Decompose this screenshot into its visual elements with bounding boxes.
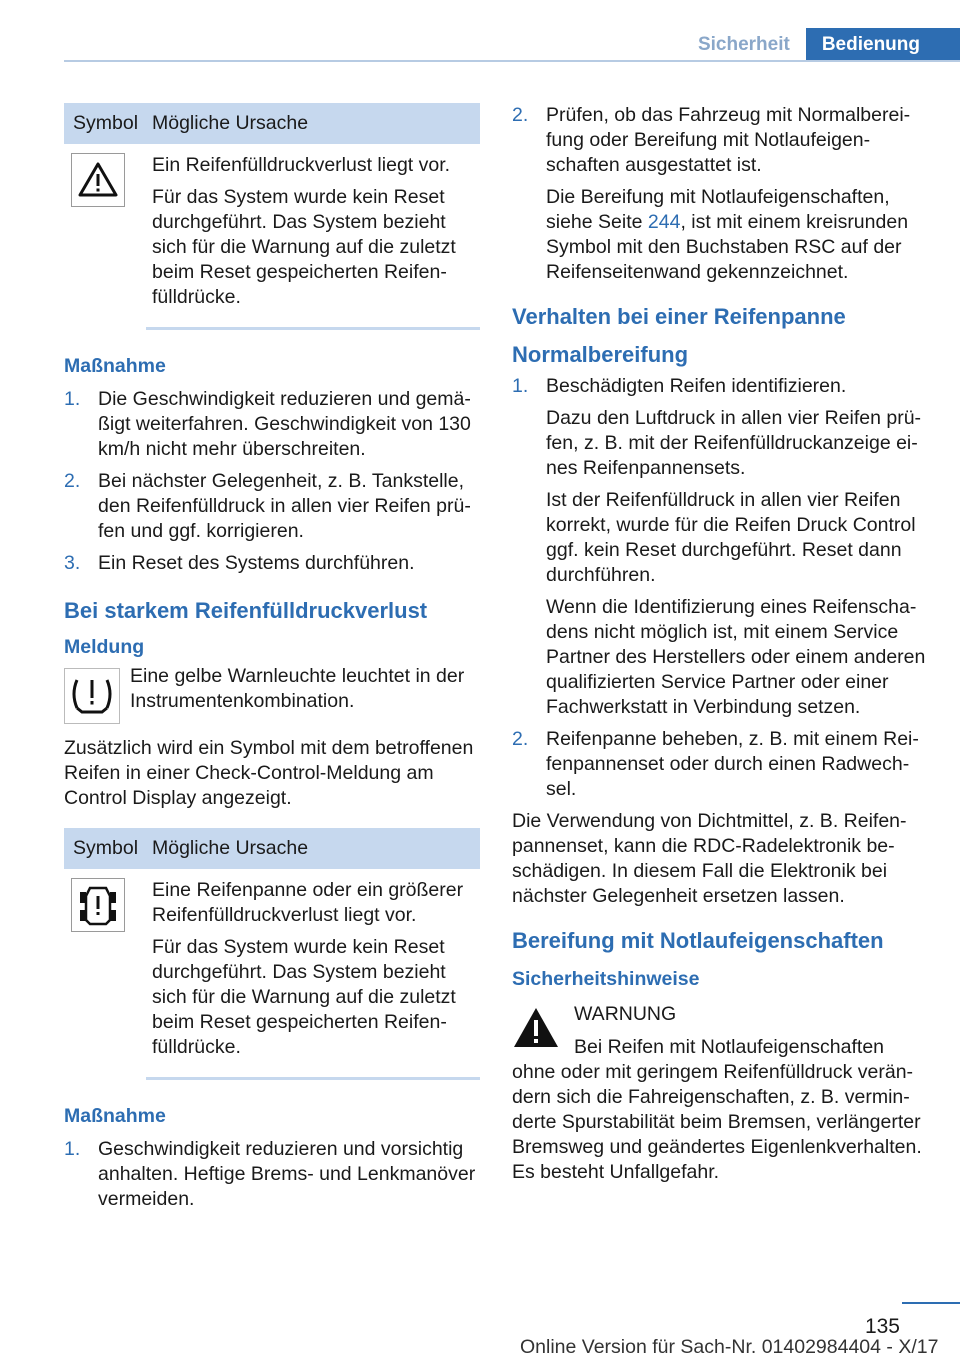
warning-triangle-icon <box>512 1006 564 1054</box>
car-tire-icon <box>71 878 125 932</box>
measure-steps <box>64 387 480 576</box>
cause-line: Ein Reifenfülldruckverlust liegt vor. <box>152 154 451 176</box>
online-version-note: Online Version für Sach-Nr. 01402984404 - X/17 <box>520 1336 939 1358</box>
cause-line: Für das System wurde kein Reset durchgeführt. Das System bezieht sich für die Warnung auf die zuletzt beim Reset gespeicherten Reifenfülldrücke. <box>152 936 456 1058</box>
list-item: 2. Bei nächster Gelegenheit, z. B. Tankstelle, den Reifenfülldruck in allen vier Reifen prüfen und ggf. korrigieren. <box>64 470 471 542</box>
symbol-table-2 <box>64 828 480 1080</box>
header-rule <box>64 60 960 62</box>
left-column <box>64 103 480 1219</box>
page-link[interactable]: 244 <box>647 211 681 233</box>
indicator-row <box>64 664 480 724</box>
measure-heading: Maßnahme <box>64 1105 166 1127</box>
table-header <box>64 103 480 144</box>
col-symbol-header: Symbol <box>73 112 139 134</box>
flat-tire-steps <box>512 374 928 802</box>
message-heading: Meldung <box>64 636 145 658</box>
right-column <box>512 103 928 1185</box>
tab-safety[interactable]: Sicherheit <box>697 34 790 55</box>
header-tabs <box>682 28 960 61</box>
section-heading: Bereifung mit Notlaufeigenschaften <box>512 928 884 953</box>
col-cause-header: Mögliche Ursache <box>152 837 309 859</box>
list-item: 3. Ein Reset des Systems durchführen. <box>64 552 415 574</box>
cause-line: Eine Reifenpanne oder ein größerer Reifenfülldruckverlust liegt vor. <box>152 879 464 926</box>
measure-heading: Maßnahme <box>64 355 166 377</box>
list-item: 1. Die Geschwindigkeit reduzieren und gemäßigt weiterfahren. Geschwindigkeit von 130 km/h nicht mehr überschreiten. <box>64 388 471 460</box>
footer-rule <box>902 1302 960 1304</box>
continued-steps <box>512 103 928 285</box>
section-heading: Bei starkem Reifenfülldruckverlust <box>64 598 428 623</box>
table-row <box>64 144 480 317</box>
page-number: 135 <box>864 1315 900 1338</box>
warning-triangle-icon <box>71 153 125 207</box>
tab-operation[interactable]: Bedienung <box>806 28 960 61</box>
cause-line: Für das System wurde kein Reset durchgeführt. Das System bezieht sich für die Warnung auf die zuletzt beim Reset gespeicherten Reifenfülldrücke. <box>152 186 456 308</box>
subsection-heading: Normalbereifung <box>512 342 689 367</box>
col-cause-header: Mögliche Ursache <box>152 112 309 134</box>
list-item: 2. Prüfen, ob das Fahrzeug mit Normalbereifung oder Bereifung mit Notlaufeigenschaften ausgestattet ist. Die Bereifung mit Notlaufeigenschaften, siehe Seite 244, ist mit einem kreisrunden Symbol mit den Buchstaben RSC auf der Reifenseitenwand gekennzeichnet. <box>512 104 911 283</box>
warning-text: Bei Reifen mit Notlaufeigenschaften ohne oder mit geringem Reifenfülldruck verändern sich die Fahreigenschaften, z. B. verminderte Spurstabilität beim Bremsen, verlängerter Bremsweg und geändertes Eigenlenkverhalten. Es besteht Unfallgefahr. <box>512 1036 922 1183</box>
symbol-table-1 <box>64 103 480 330</box>
table-header <box>64 828 480 869</box>
tire-pressure-warning-icon <box>64 668 120 724</box>
section-heading: Verhalten bei einer Reifenpanne <box>512 304 846 329</box>
measure-steps <box>64 1137 480 1212</box>
list-item: 2. Reifenpanne beheben, z. B. mit einem Reifenpannenset oder durch einen Radwechsel. <box>512 728 919 800</box>
indicator-text: Eine gelbe Warnleuchte leuchtet in der Instrumentenkombination. <box>130 665 465 712</box>
warning-label: WARNUNG <box>574 1003 677 1025</box>
safety-heading: Sicherheitshinweise <box>512 968 700 990</box>
list-item: 1. Geschwindigkeit reduzieren und vorsichtig anhalten. Heftige Brems- und Lenkmanöver vermeiden. <box>64 1138 476 1210</box>
warning-block <box>512 1002 928 1185</box>
paragraph: Die Verwendung von Dichtmittel, z. B. Reifenpannenset, kann die RDC-Radelektronik beschädigen. In diesem Fall die Elektronik bei nächster Gelegenheit ersetzen lassen. <box>512 810 907 907</box>
col-symbol-header: Symbol <box>73 837 139 859</box>
table-row <box>64 869 480 1067</box>
paragraph: Zusätzlich wird ein Symbol mit dem betroffenen Reifen in einer Check-Control-Meldung am Control Display angezeigt. <box>64 737 474 809</box>
list-item: 1. Beschädigten Reifen identifizieren. Dazu den Luftdruck in allen vier Reifen prüfen, z. B. mit der Reifenfülldruckanzeige eines Reifenpannensets. Ist der Reifenfülldruck in allen vier Reifen korrekt, wurde für die Reifen Druck Control ggf. kein Reset durchgeführt. Reset dann durchführen. Wenn die Identifizierung eines Reifenschadens nicht möglich ist, mit einem Service Partner des Herstellers oder einem anderen qualifizierten Service Partner oder einer Fachwerkstatt in Verbindung setzen. <box>512 375 926 718</box>
